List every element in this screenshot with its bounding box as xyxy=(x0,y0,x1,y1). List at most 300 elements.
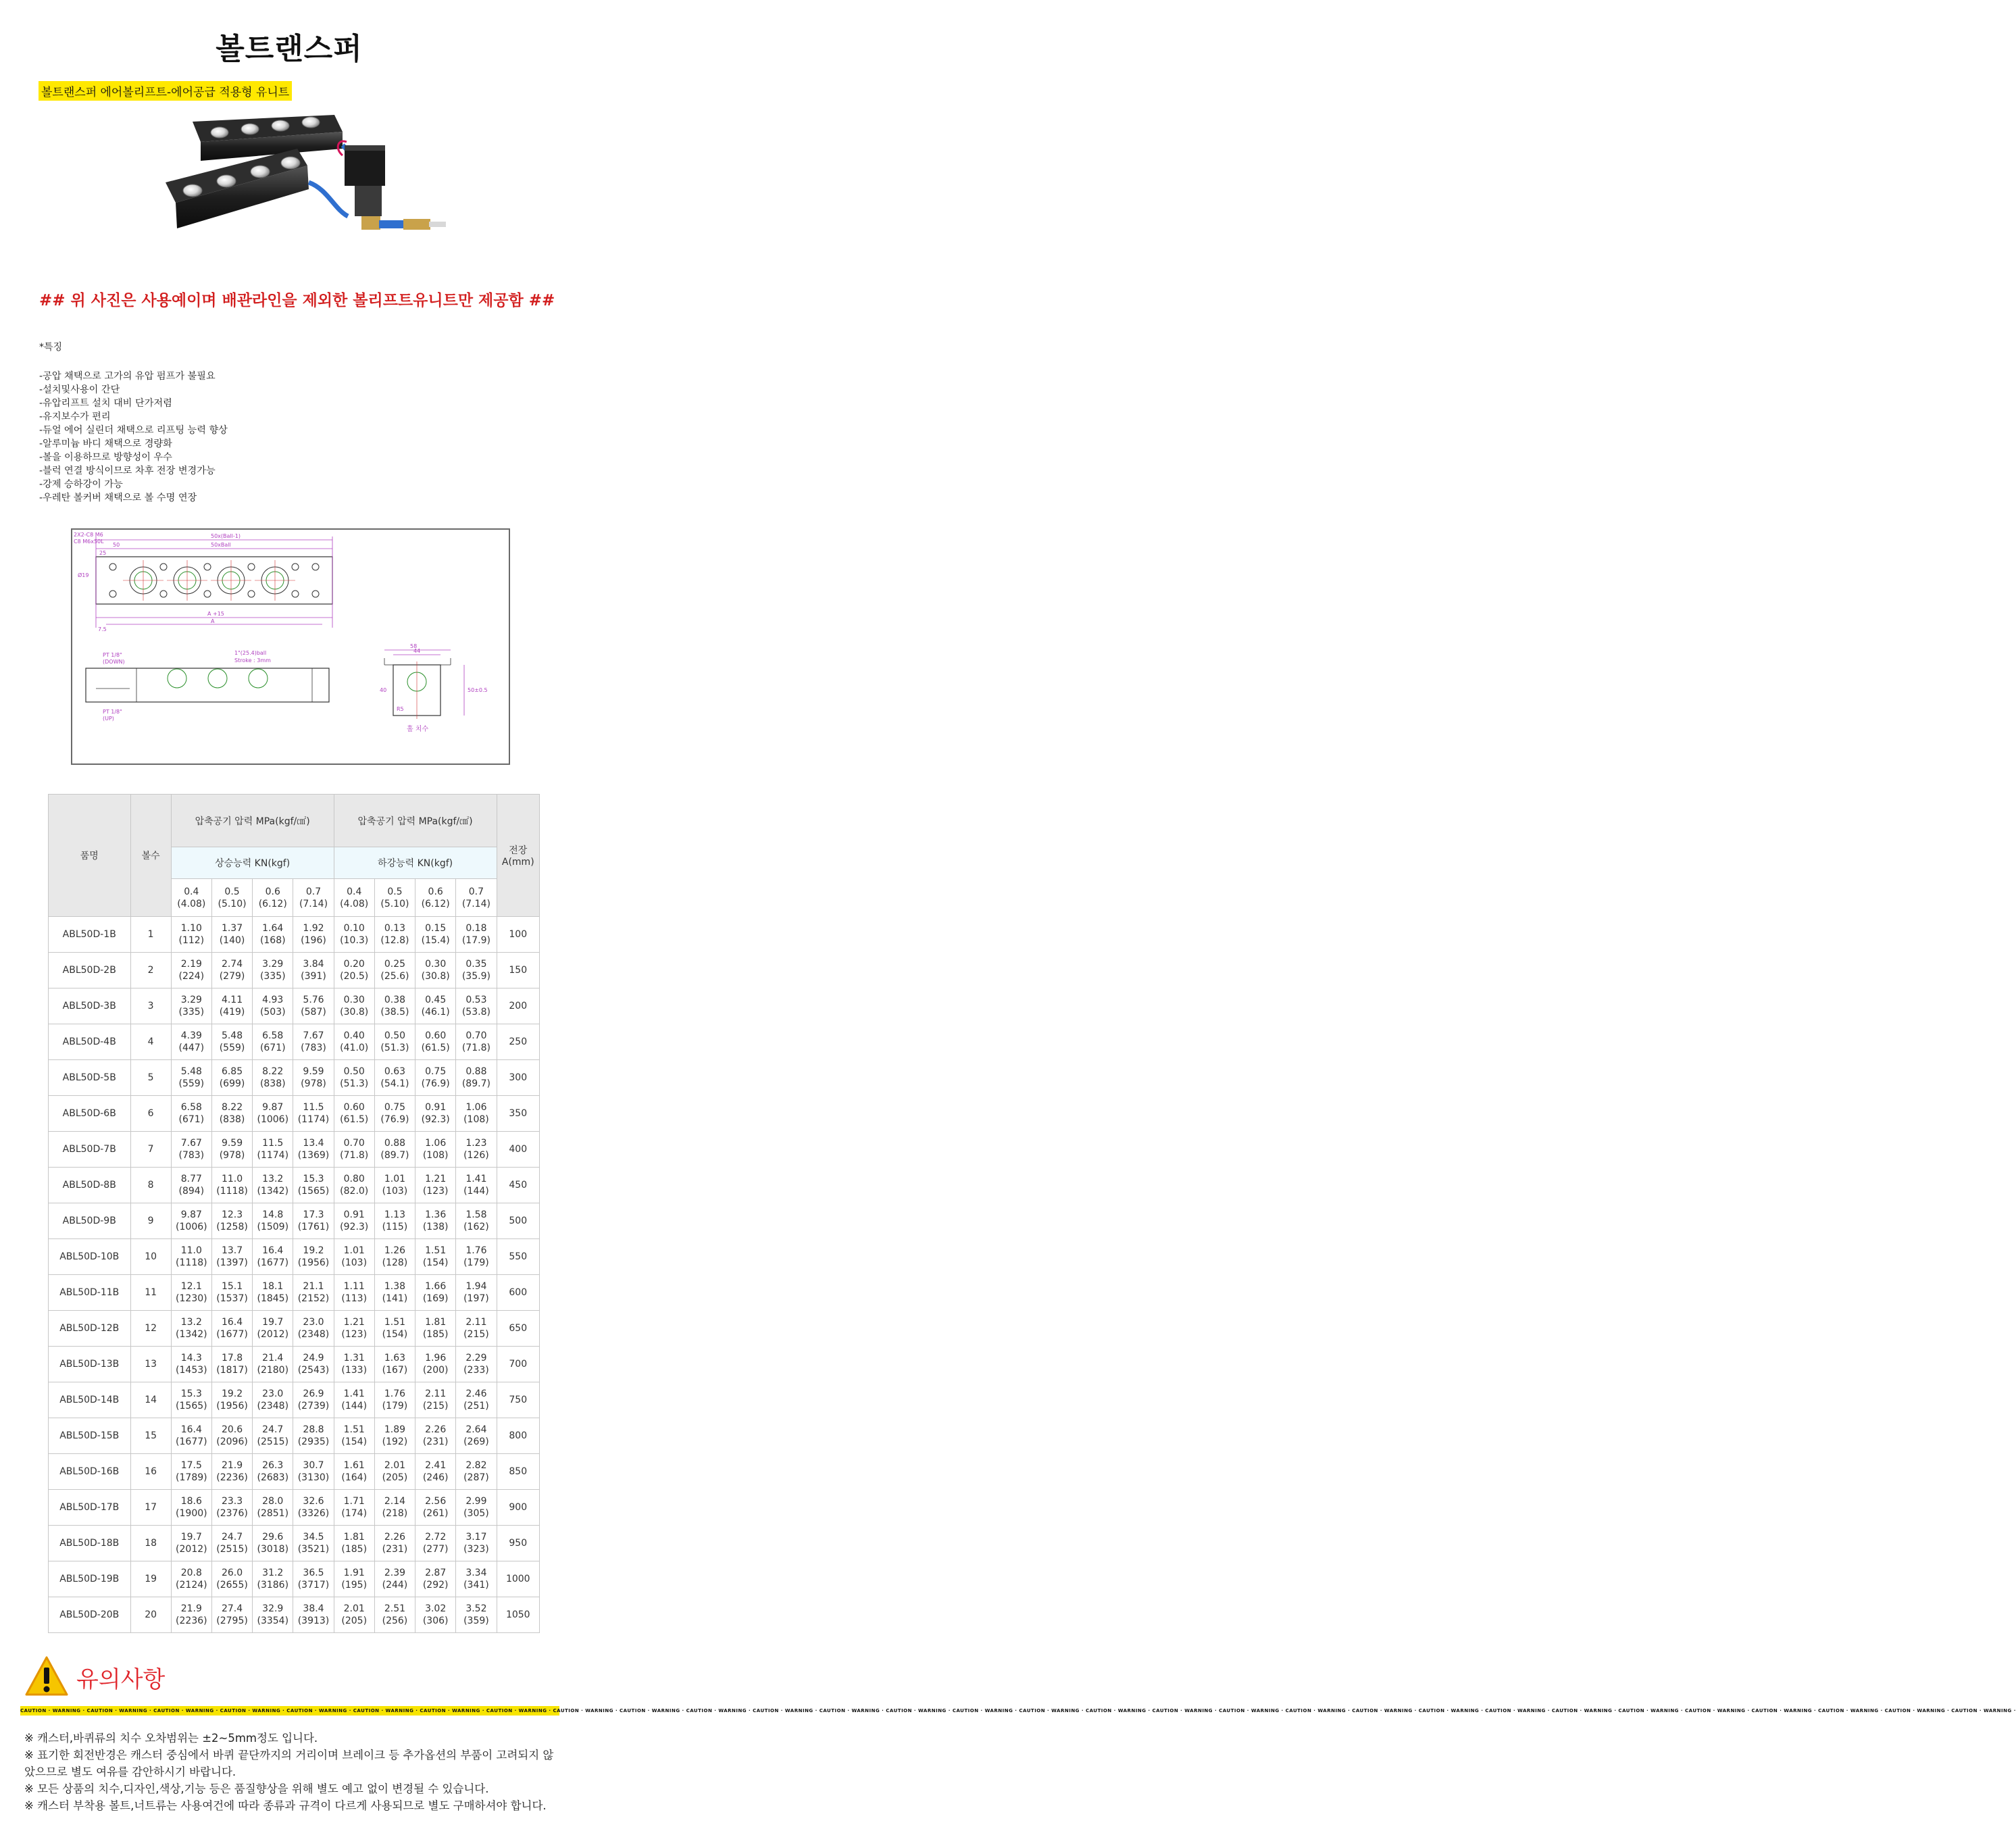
pressure-mpa: 0.5 xyxy=(224,886,240,897)
capacity-kn: 2.01 xyxy=(343,1603,365,1614)
capacity-kn: 2.46 xyxy=(465,1388,487,1399)
model-name: ABL50D-12B xyxy=(49,1311,131,1347)
capacity-kgf: (559) xyxy=(219,1043,245,1053)
table-row xyxy=(49,1490,540,1526)
caution-tape-text: CAUTION · WARNING · CAUTION · WARNING · CAUTION · WARNING · CAUTION · WARNING · CAUTION · WARNING · CAUTION · WARNING · CAUTION · WARNING · CAUTION · WARNING · CAUTION · WARNING · CAUTION · WARNING · CAUTION · WARNING · CAUTION · WARNING · CAUTION · WARNING · CAUTION · WARNING · CAUTION · WARNING · CAUTION · WARNING · CAUTION · WARNING · CAUTION · WARNING · CAUTION · WARNING · CAUTION · WARNING · CAUTION · WARNING · CAUTION · WARNING · CAUTION · WARNING · CAUTION · WARNING · CAUTION · WARNING · CAUTION · WARNING · CAUTION · WARNING · CAUTION · WARNING · CAUTION · WARNING · CAUTION · WARNING · xyxy=(20,1708,2016,1713)
capacity-kgf: (783) xyxy=(178,1150,205,1161)
down-capacity-cell xyxy=(456,1490,497,1526)
down-capacity-cell xyxy=(456,1275,497,1311)
capacity-kgf: (195) xyxy=(341,1580,368,1591)
down-capacity-cell xyxy=(334,1597,374,1633)
capacity-kn: 2.39 xyxy=(384,1568,406,1578)
down-capacity-cell xyxy=(415,1275,456,1311)
capacity-kgf: (231) xyxy=(382,1544,408,1555)
model-name: ABL50D-13B xyxy=(49,1347,131,1382)
up-capacity-cell xyxy=(253,1347,293,1382)
capacity-kgf: (215) xyxy=(463,1329,489,1340)
up-capacity-cell xyxy=(253,1060,293,1096)
capacity-kgf: (196) xyxy=(301,935,326,946)
up-capacity-cell xyxy=(293,1096,334,1132)
total-length: 550 xyxy=(497,1239,539,1275)
capacity-kgf: (108) xyxy=(422,1150,449,1161)
capacity-kn: 1.26 xyxy=(384,1245,406,1256)
down-capacity-cell xyxy=(334,1347,374,1382)
capacity-kgf: (168) xyxy=(259,935,286,946)
capacity-kn: 8.22 xyxy=(221,1102,243,1113)
capacity-kn: 6.58 xyxy=(262,1030,284,1041)
down-capacity-cell xyxy=(456,1597,497,1633)
capacity-kn: 2.14 xyxy=(384,1496,406,1507)
down-capacity-cell xyxy=(456,988,497,1024)
capacity-kn: 1.51 xyxy=(384,1317,406,1328)
capacity-kgf: (51.3) xyxy=(340,1078,369,1089)
up-capacity-cell xyxy=(293,1239,334,1275)
capacity-kgf: (1537) xyxy=(216,1293,248,1304)
capacity-kn: 1.66 xyxy=(425,1281,447,1292)
capacity-kgf: (30.8) xyxy=(421,971,450,982)
down-capacity-cell xyxy=(456,1239,497,1275)
capacity-kn: 2.99 xyxy=(465,1496,487,1507)
capacity-kn: 0.25 xyxy=(384,959,406,970)
capacity-kn: 1.64 xyxy=(262,923,284,934)
up-capacity-cell xyxy=(211,917,252,953)
capacity-kgf: (35.9) xyxy=(461,971,490,982)
capacity-kn: 19.7 xyxy=(262,1317,284,1328)
capacity-kn: 3.52 xyxy=(465,1603,487,1614)
capacity-kgf: (2376) xyxy=(216,1508,248,1519)
ball-count: 15 xyxy=(130,1418,171,1454)
drawing-label: 40 xyxy=(380,687,387,693)
capacity-kn: 0.91 xyxy=(343,1209,365,1220)
capacity-kgf: (783) xyxy=(301,1043,326,1053)
capacity-kn: 0.91 xyxy=(425,1102,447,1113)
capacity-kn: 1.96 xyxy=(425,1353,447,1363)
capacity-kn: 0.88 xyxy=(465,1066,487,1077)
capacity-kn: 19.2 xyxy=(221,1388,243,1399)
capacity-kn: 18.1 xyxy=(262,1281,284,1292)
capacity-kn: 13.4 xyxy=(303,1138,324,1149)
capacity-kn: 1.31 xyxy=(343,1353,365,1363)
capacity-kgf: (89.7) xyxy=(380,1150,409,1161)
feature-item: -볼을 이용하므로 방향성이 우수 xyxy=(39,452,172,463)
capacity-kn: 1.38 xyxy=(384,1281,406,1292)
capacity-kn: 21.9 xyxy=(180,1603,202,1614)
capacity-kn: 14.3 xyxy=(180,1353,202,1363)
down-capacity-cell xyxy=(334,1060,374,1096)
capacity-kgf: (447) xyxy=(178,1043,205,1053)
caution-notes xyxy=(24,1730,558,1814)
capacity-kgf: (17.9) xyxy=(461,935,490,946)
capacity-kn: 1.63 xyxy=(384,1353,406,1363)
header-pressure xyxy=(253,879,293,917)
down-capacity-cell xyxy=(374,953,415,988)
capacity-kn: 0.70 xyxy=(465,1030,487,1041)
capacity-kgf: (200) xyxy=(422,1365,449,1376)
capacity-kgf: (2683) xyxy=(257,1472,289,1483)
capacity-kgf: (587) xyxy=(301,1007,326,1018)
capacity-kgf: (169) xyxy=(422,1293,449,1304)
capacity-kgf: (1369) xyxy=(297,1150,330,1161)
capacity-kn: 1.36 xyxy=(425,1209,447,1220)
capacity-kgf: (205) xyxy=(382,1472,408,1483)
capacity-kgf: (341) xyxy=(463,1580,489,1591)
capacity-kgf: (2515) xyxy=(257,1436,289,1447)
total-length: 150 xyxy=(497,953,539,988)
drawing-label: (UP) xyxy=(103,716,114,722)
capacity-kn: 1.94 xyxy=(465,1281,487,1292)
ball-count: 2 xyxy=(130,953,171,988)
down-capacity-cell xyxy=(374,988,415,1024)
pressure-kgf: (4.08) xyxy=(177,898,206,909)
capacity-kn: 5.76 xyxy=(303,995,324,1005)
capacity-kgf: (1677) xyxy=(176,1436,207,1447)
capacity-kn: 11.0 xyxy=(180,1245,202,1256)
capacity-kgf: (144) xyxy=(341,1401,368,1411)
drawing-label: Stroke : 3mm xyxy=(234,657,271,664)
capacity-kgf: (154) xyxy=(382,1329,408,1340)
capacity-kn: 1.41 xyxy=(465,1174,487,1184)
up-capacity-cell xyxy=(293,1526,334,1561)
technical-drawing xyxy=(71,528,510,765)
down-capacity-cell xyxy=(374,1239,415,1275)
capacity-kgf: (61.5) xyxy=(340,1114,369,1125)
up-capacity-cell xyxy=(211,1203,252,1239)
capacity-kgf: (179) xyxy=(463,1257,489,1268)
capacity-kgf: (287) xyxy=(463,1472,489,1483)
model-name: ABL50D-5B xyxy=(49,1060,131,1096)
ball-count: 9 xyxy=(130,1203,171,1239)
capacity-kgf: (10.3) xyxy=(340,935,369,946)
capacity-kn: 11.5 xyxy=(262,1138,284,1149)
up-capacity-cell xyxy=(253,1561,293,1597)
down-capacity-cell xyxy=(374,1311,415,1347)
capacity-kgf: (277) xyxy=(422,1544,449,1555)
capacity-kn: 2.29 xyxy=(465,1353,487,1363)
down-capacity-cell xyxy=(374,1597,415,1633)
total-length: 600 xyxy=(497,1275,539,1311)
pressure-kgf: (4.08) xyxy=(340,898,369,909)
down-capacity-cell xyxy=(374,1490,415,1526)
down-capacity-cell xyxy=(415,953,456,988)
up-capacity-cell xyxy=(211,1168,252,1203)
capacity-kn: 0.18 xyxy=(465,923,487,934)
down-capacity-cell xyxy=(334,1275,374,1311)
capacity-kn: 1.89 xyxy=(384,1424,406,1435)
up-capacity-cell xyxy=(211,1024,252,1060)
capacity-kn: 2.74 xyxy=(221,959,243,970)
up-capacity-cell xyxy=(171,1239,211,1275)
down-capacity-cell xyxy=(415,1311,456,1347)
capacity-kgf: (3521) xyxy=(297,1544,330,1555)
capacity-kn: 1.81 xyxy=(343,1532,365,1543)
up-capacity-cell xyxy=(211,1347,252,1382)
capacity-kgf: (115) xyxy=(382,1222,408,1232)
up-capacity-cell xyxy=(253,988,293,1024)
capacity-kgf: (261) xyxy=(422,1508,449,1519)
down-capacity-cell xyxy=(334,1418,374,1454)
up-capacity-cell xyxy=(253,1275,293,1311)
capacity-kgf: (103) xyxy=(341,1257,368,1268)
caution-note: ※ 캐스터 부착용 볼트,너트류는 사용여건에 따라 종류과 규격이 다르게 사용되므로 별도 구매하셔야 합니다. xyxy=(24,1799,547,1812)
table-row xyxy=(49,1382,540,1418)
up-capacity-cell xyxy=(211,1597,252,1633)
table-row xyxy=(49,1311,540,1347)
capacity-kn: 0.20 xyxy=(343,959,365,970)
capacity-kn: 9.87 xyxy=(262,1102,284,1113)
up-capacity-cell xyxy=(253,1024,293,1060)
notice-text: ## 위 사진은 사용예이며 배관라인을 제외한 볼리프트유니트만 제공함 ## xyxy=(39,292,555,309)
down-capacity-cell xyxy=(334,1239,374,1275)
drawing-label: A +15 xyxy=(207,611,224,617)
capacity-kn: 1.21 xyxy=(343,1317,365,1328)
capacity-kgf: (113) xyxy=(341,1293,368,1304)
capacity-kn: 0.30 xyxy=(425,959,447,970)
up-capacity-cell xyxy=(293,1024,334,1060)
capacity-kgf: (559) xyxy=(178,1078,205,1089)
down-capacity-cell xyxy=(415,1454,456,1490)
capacity-kgf: (1900) xyxy=(176,1508,207,1519)
header-pressure xyxy=(211,879,252,917)
up-capacity-cell xyxy=(211,988,252,1024)
capacity-kgf: (1258) xyxy=(216,1222,248,1232)
drawing-label: 홀 치수 xyxy=(407,726,429,733)
up-capacity-cell xyxy=(293,1382,334,1418)
down-capacity-cell xyxy=(334,1490,374,1526)
capacity-kn: 12.1 xyxy=(180,1281,202,1292)
capacity-kn: 0.30 xyxy=(343,995,365,1005)
capacity-kn: 20.8 xyxy=(180,1568,202,1578)
capacity-kgf: (1845) xyxy=(257,1293,289,1304)
down-capacity-cell xyxy=(456,1203,497,1239)
down-capacity-cell xyxy=(374,1024,415,1060)
header-pressure xyxy=(456,879,497,917)
capacity-kgf: (1677) xyxy=(257,1257,289,1268)
capacity-kgf: (92.3) xyxy=(340,1222,369,1232)
capacity-kgf: (1397) xyxy=(216,1257,248,1268)
capacity-kgf: (2096) xyxy=(216,1436,248,1447)
capacity-kgf: (2124) xyxy=(176,1580,207,1591)
capacity-kgf: (1565) xyxy=(297,1186,330,1197)
down-capacity-cell xyxy=(374,1096,415,1132)
capacity-kn: 0.88 xyxy=(384,1138,406,1149)
capacity-kgf: (246) xyxy=(422,1472,449,1483)
capacity-kgf: (41.0) xyxy=(340,1043,369,1053)
capacity-kn: 2.26 xyxy=(425,1424,447,1435)
down-capacity-cell xyxy=(456,1132,497,1168)
down-capacity-cell xyxy=(456,1526,497,1561)
capacity-kgf: (292) xyxy=(422,1580,449,1591)
feature-item: -강제 승하강이 가능 xyxy=(39,479,123,490)
capacity-kgf: (419) xyxy=(219,1007,245,1018)
total-length: 650 xyxy=(497,1311,539,1347)
capacity-kn: 18.6 xyxy=(180,1496,202,1507)
product-subtitle: 볼트랜스퍼 에어볼리프트-에어공급 적용형 유니트 xyxy=(39,81,292,101)
up-capacity-cell xyxy=(253,1382,293,1418)
up-capacity-cell xyxy=(293,917,334,953)
model-name: ABL50D-19B xyxy=(49,1561,131,1597)
down-capacity-cell xyxy=(415,1561,456,1597)
drawing-label: 58 xyxy=(410,643,418,649)
capacity-kgf: (503) xyxy=(259,1007,286,1018)
down-capacity-cell xyxy=(415,1597,456,1633)
down-capacity-cell xyxy=(334,1203,374,1239)
down-capacity-cell xyxy=(334,1311,374,1347)
capacity-kn: 1.21 xyxy=(425,1174,447,1184)
header-up-capacity: 상승능력 KN(kgf) xyxy=(171,847,334,879)
down-capacity-cell xyxy=(456,953,497,988)
up-capacity-cell xyxy=(171,1060,211,1096)
capacity-kgf: (3130) xyxy=(297,1472,330,1483)
down-capacity-cell xyxy=(334,1096,374,1132)
ball-count: 6 xyxy=(130,1096,171,1132)
drawing-label: (DOWN) xyxy=(103,659,125,665)
down-capacity-cell xyxy=(415,1382,456,1418)
feature-item: -설치및사용이 간단 xyxy=(39,384,120,395)
capacity-kgf: (231) xyxy=(422,1436,449,1447)
up-capacity-cell xyxy=(253,953,293,988)
capacity-kn: 14.8 xyxy=(262,1209,284,1220)
capacity-kn: 1.76 xyxy=(384,1388,406,1399)
model-name: ABL50D-9B xyxy=(49,1203,131,1239)
capacity-kn: 1.81 xyxy=(425,1317,447,1328)
ball-count: 8 xyxy=(130,1168,171,1203)
up-capacity-cell xyxy=(211,1418,252,1454)
spec-table xyxy=(48,794,540,1633)
pressure-mpa: 0.5 xyxy=(387,886,403,897)
capacity-kgf: (76.9) xyxy=(421,1078,450,1089)
up-capacity-cell xyxy=(171,1275,211,1311)
down-capacity-cell xyxy=(456,1168,497,1203)
down-capacity-cell xyxy=(415,1203,456,1239)
capacity-kgf: (167) xyxy=(382,1365,408,1376)
up-capacity-cell xyxy=(171,1382,211,1418)
table-row xyxy=(49,1096,540,1132)
model-name: ABL50D-14B xyxy=(49,1382,131,1418)
feature-item: -유지보수가 편리 xyxy=(39,411,111,422)
down-capacity-cell xyxy=(456,1060,497,1096)
up-capacity-cell xyxy=(211,1454,252,1490)
capacity-kgf: (1174) xyxy=(257,1150,289,1161)
up-capacity-cell xyxy=(171,1597,211,1633)
capacity-kn: 4.11 xyxy=(221,995,243,1005)
warning-icon xyxy=(24,1655,69,1697)
capacity-kgf: (2935) xyxy=(297,1436,330,1447)
down-capacity-cell xyxy=(334,1024,374,1060)
pressure-mpa: 0.6 xyxy=(265,886,280,897)
capacity-kn: 5.48 xyxy=(180,1066,202,1077)
capacity-kgf: (244) xyxy=(382,1580,408,1591)
down-capacity-cell xyxy=(374,1347,415,1382)
down-capacity-cell xyxy=(374,1203,415,1239)
capacity-kn: 1.91 xyxy=(343,1568,365,1578)
capacity-kn: 8.77 xyxy=(180,1174,202,1184)
drawing-label: R5 xyxy=(397,706,404,712)
capacity-kgf: (2515) xyxy=(216,1544,248,1555)
capacity-kgf: (140) xyxy=(219,935,245,946)
capacity-kgf: (1565) xyxy=(176,1401,207,1411)
capacity-kgf: (2180) xyxy=(257,1365,289,1376)
up-capacity-cell xyxy=(211,1239,252,1275)
capacity-kn: 26.9 xyxy=(303,1388,324,1399)
up-capacity-cell xyxy=(253,1311,293,1347)
down-capacity-cell xyxy=(456,1454,497,1490)
model-name: ABL50D-16B xyxy=(49,1454,131,1490)
up-capacity-cell xyxy=(253,1203,293,1239)
capacity-kgf: (164) xyxy=(341,1472,368,1483)
capacity-kgf: (103) xyxy=(382,1186,408,1197)
model-name: ABL50D-10B xyxy=(49,1239,131,1275)
up-capacity-cell xyxy=(211,1382,252,1418)
capacity-kgf: (2348) xyxy=(297,1329,330,1340)
capacity-kn: 0.10 xyxy=(343,923,365,934)
capacity-kgf: (224) xyxy=(178,971,205,982)
capacity-kn: 28.0 xyxy=(262,1496,284,1507)
up-capacity-cell xyxy=(253,1132,293,1168)
feature-item: -듀얼 에어 실린더 채택으로 리프팅 능력 향상 xyxy=(39,425,228,436)
up-capacity-cell xyxy=(293,1132,334,1168)
capacity-kgf: (108) xyxy=(463,1114,489,1125)
capacity-kgf: (671) xyxy=(178,1114,205,1125)
capacity-kn: 0.60 xyxy=(343,1102,365,1113)
capacity-kn: 0.38 xyxy=(384,995,406,1005)
feature-item: -우레탄 볼커버 채택으로 볼 수명 연장 xyxy=(39,493,197,503)
up-capacity-cell xyxy=(293,1168,334,1203)
capacity-kn: 0.60 xyxy=(425,1030,447,1041)
up-capacity-cell xyxy=(211,1275,252,1311)
pressure-mpa: 0.7 xyxy=(468,886,484,897)
product-photo xyxy=(166,108,449,280)
up-capacity-cell xyxy=(253,1526,293,1561)
capacity-kn: 32.9 xyxy=(262,1603,284,1614)
capacity-kgf: (2739) xyxy=(297,1401,330,1411)
capacity-kn: 8.22 xyxy=(262,1066,284,1077)
up-capacity-cell xyxy=(211,1490,252,1526)
capacity-kn: 2.56 xyxy=(425,1496,447,1507)
pressure-kgf: (6.12) xyxy=(421,898,450,909)
up-capacity-cell xyxy=(171,953,211,988)
features-list xyxy=(39,370,228,505)
capacity-kgf: (25.6) xyxy=(380,971,409,982)
capacity-kn: 19.2 xyxy=(303,1245,324,1256)
down-capacity-cell xyxy=(415,1060,456,1096)
up-capacity-cell xyxy=(253,1418,293,1454)
capacity-kgf: (61.5) xyxy=(421,1043,450,1053)
capacity-kgf: (51.3) xyxy=(380,1043,409,1053)
total-length: 450 xyxy=(497,1168,539,1203)
page-title: 볼트랜스퍼 xyxy=(216,32,363,66)
model-name: ABL50D-15B xyxy=(49,1418,131,1454)
capacity-kn: 2.01 xyxy=(384,1460,406,1471)
down-capacity-cell xyxy=(374,1275,415,1311)
up-capacity-cell xyxy=(293,1597,334,1633)
up-capacity-cell xyxy=(171,1096,211,1132)
pressure-kgf: (5.10) xyxy=(380,898,409,909)
down-capacity-cell xyxy=(374,1060,415,1096)
capacity-kgf: (2851) xyxy=(257,1508,289,1519)
capacity-kgf: (323) xyxy=(463,1544,489,1555)
down-capacity-cell xyxy=(374,1168,415,1203)
up-capacity-cell xyxy=(253,1597,293,1633)
total-length: 800 xyxy=(497,1418,539,1454)
table-row xyxy=(49,1168,540,1203)
capacity-kn: 4.93 xyxy=(262,995,284,1005)
drawing-label: 50xBall xyxy=(211,542,231,548)
capacity-kgf: (3913) xyxy=(297,1616,330,1626)
table-row xyxy=(49,1132,540,1168)
capacity-kn: 38.4 xyxy=(303,1603,324,1614)
capacity-kgf: (838) xyxy=(259,1078,286,1089)
capacity-kgf: (1677) xyxy=(216,1329,248,1340)
